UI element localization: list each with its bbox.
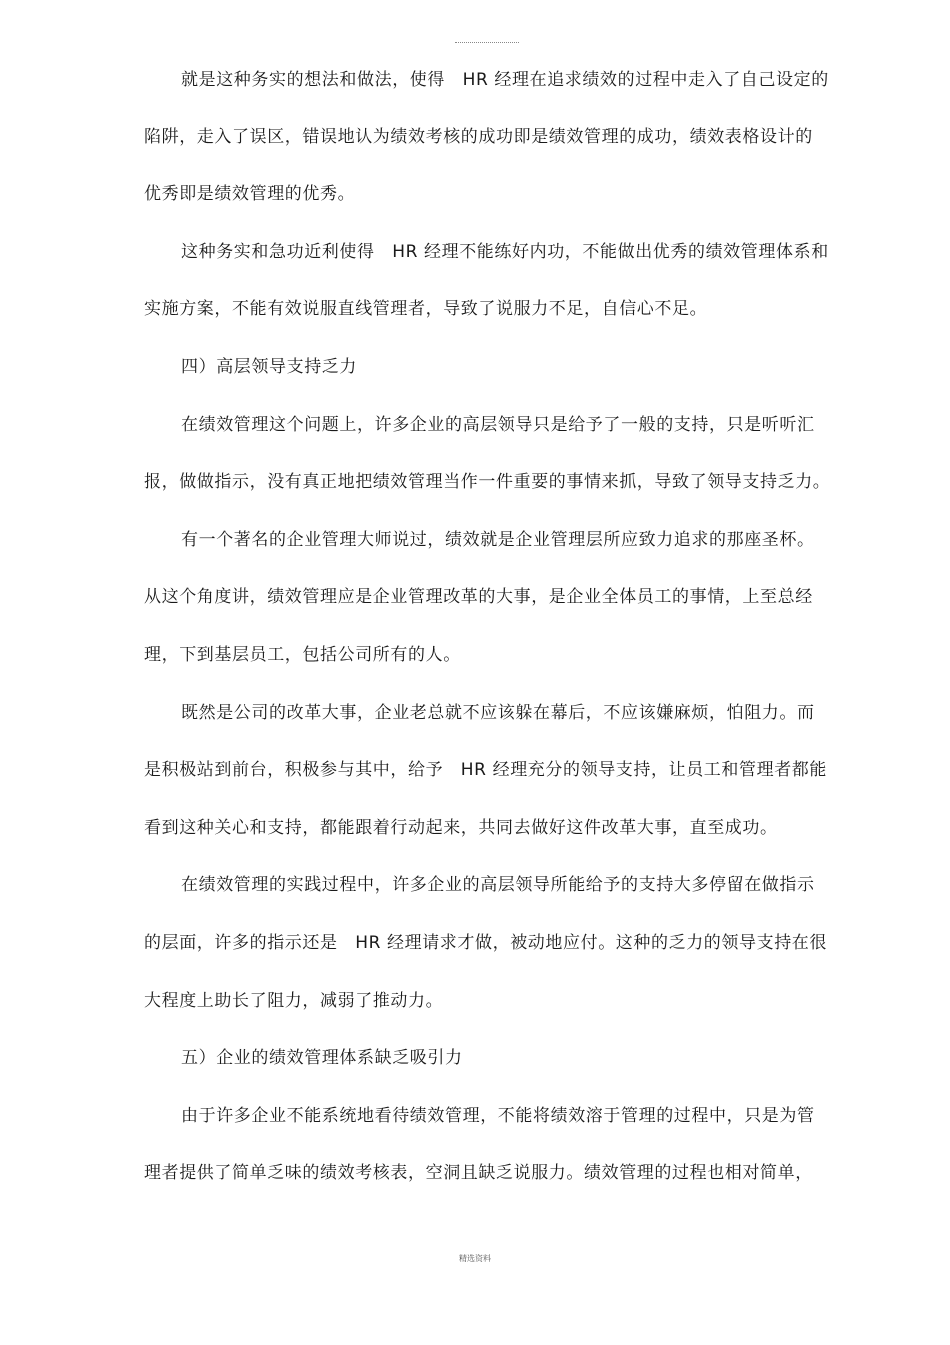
paragraph-line: 就是这种务实的想法和做法，使得 HR 经理在追求绩效的过程中走入了自己设定的: [181, 70, 829, 90]
paragraph-line: 是积极站到前台，积极参与其中，给予 HR 经理充分的领导支持，让员工和管理者都能: [144, 760, 827, 780]
paragraph-line: 由于许多企业不能系统地看待绩效管理，不能将绩效溶于管理的过程中，只是为管: [181, 1106, 815, 1126]
paragraph-line: 理，下到基层员工，包括公司所有的人。: [144, 645, 461, 665]
section-heading: 五）企业的绩效管理体系缺乏吸引力: [181, 1048, 463, 1068]
paragraph-line: 既然是公司的改革大事，企业老总就不应该躲在幕后，不应该嫌麻烦，怕阻力。而: [181, 703, 815, 723]
paragraph-line: 看到这种关心和支持，都能跟着行动起来，共同去做好这件改革大事，直至成功。: [144, 818, 778, 838]
paragraph-line: 这种务实和急功近利使得 HR 经理不能练好内功，不能做出优秀的绩效管理体系和: [181, 242, 829, 262]
header-rule: [455, 42, 519, 43]
paragraph-line: 从这个角度讲，绩效管理应是企业管理改革的大事，是企业全体员工的事情，上至总经: [144, 587, 813, 607]
paragraph-line: 在绩效管理这个问题上，许多企业的高层领导只是给予了一般的支持，只是听听汇: [181, 415, 815, 435]
paragraph-line: 报，做做指示，没有真正地把绩效管理当作一件重要的事情来抓，导致了领导支持乏力。: [144, 472, 831, 492]
paragraph-line: 在绩效管理的实践过程中，许多企业的高层领导所能给予的支持大多停留在做指示: [181, 875, 815, 895]
section-heading: 四）高层领导支持乏力: [181, 357, 357, 377]
paragraph-line: 陷阱，走入了误区，错误地认为绩效考核的成功即是绩效管理的成功，绩效表格设计的: [144, 127, 813, 147]
page-footer: 精选资料: [459, 1254, 491, 1263]
paragraph-line: 的层面，许多的指示还是 HR 经理请求才做，被动地应付。这种的乏力的领导支持在很: [144, 933, 827, 953]
paragraph-line: 优秀即是绩效管理的优秀。: [144, 184, 356, 204]
paragraph-line: 实施方案，不能有效说服直线管理者，导致了说服力不足，自信心不足。: [144, 299, 708, 319]
paragraph-line: 理者提供了简单乏味的绩效考核表，空洞且缺乏说服力。绩效管理的过程也相对简单，: [144, 1163, 813, 1183]
paragraph-line: 有一个著名的企业管理大师说过，绩效就是企业管理层所应致力追求的那座圣杯。: [181, 530, 815, 550]
paragraph-line: 大程度上助长了阻力，减弱了推动力。: [144, 991, 444, 1011]
